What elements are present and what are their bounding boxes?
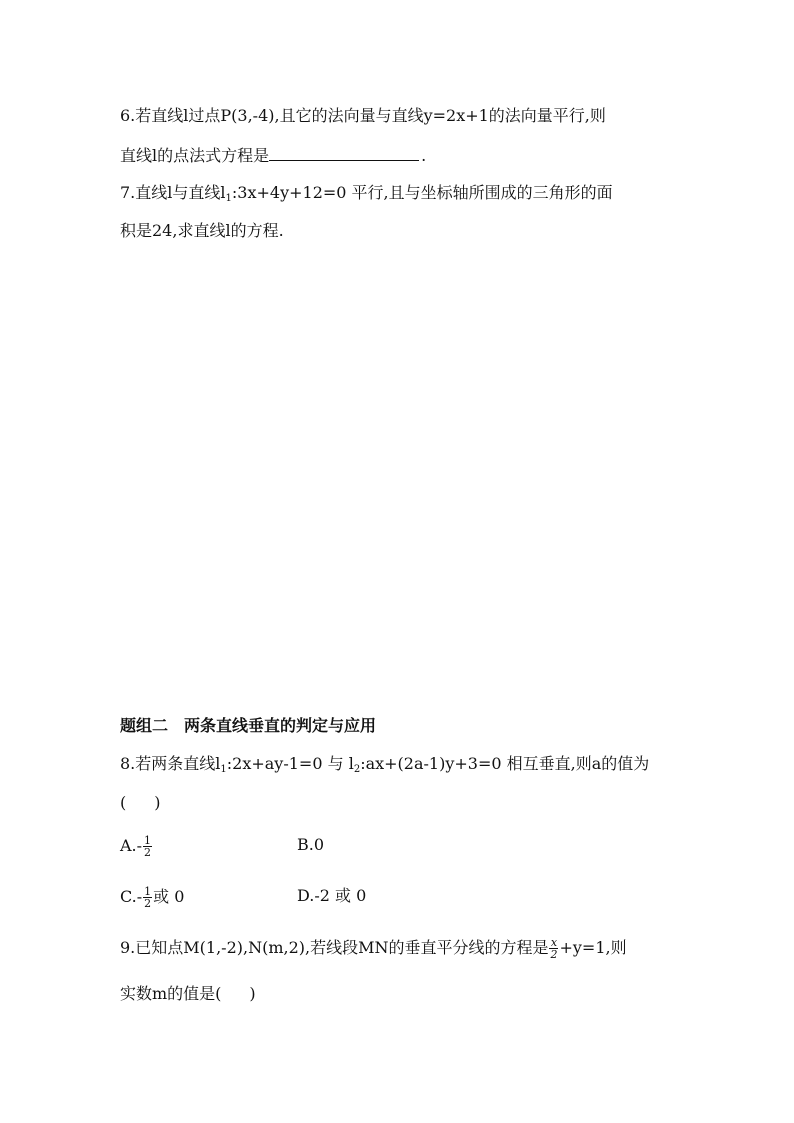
q7-subscript: 1 xyxy=(225,193,232,204)
q8-option-c-fraction xyxy=(143,886,152,909)
q8-option-c-denominator: 2 xyxy=(144,897,152,910)
q9-text-a: 9.已知点M(1,-2),N(m,2),若线段MN的垂直平分线的方程是 xyxy=(120,938,549,957)
q8-option-d-label: D.-2 或 0 xyxy=(297,886,367,905)
q8-line1 xyxy=(120,754,649,780)
q7-text-b: :3x+4y+12=0 平行,且与坐标轴所围成的三角形的面 xyxy=(231,183,613,202)
q8-text-a: 8.若两条直线l xyxy=(120,754,221,773)
q8-subscript-2: 2 xyxy=(353,764,361,775)
q9-fraction-numerator: x xyxy=(550,936,558,949)
q6-text-2: 直线l的点法式方程是 xyxy=(120,146,270,165)
q7-line2 xyxy=(120,221,284,241)
q8-option-a[interactable] xyxy=(120,835,153,858)
q8-option-d[interactable] xyxy=(297,886,366,906)
q6-line2 xyxy=(120,145,426,166)
q8-text-c: :ax+(2a-1)y+3=0 相互垂直,则a的值为 xyxy=(360,754,650,773)
q8-answer-paren xyxy=(120,793,161,813)
q9-text-2: 实数m的值是( xyxy=(120,984,222,1003)
q8-option-a-fraction xyxy=(143,835,152,858)
q8-option-c-prefix: C.- xyxy=(120,887,143,906)
q6-text-1: 6.若直线l过点P(3,-4),且它的法向量与直线y=2x+1的法向量平行,则 xyxy=(120,106,606,125)
q9-fraction-denominator: 2 xyxy=(550,948,558,961)
q7-line1 xyxy=(120,183,613,209)
q6-line1 xyxy=(120,106,606,126)
q9-paren-close: ) xyxy=(249,984,256,1003)
q8-text-b: :2x+ay-1=0 与 l xyxy=(226,754,354,773)
q8-option-a-numerator: 1 xyxy=(144,834,152,847)
q8-subscript-1: 1 xyxy=(220,764,227,775)
q6-period: . xyxy=(421,146,427,165)
q8-option-a-prefix: A.- xyxy=(120,836,143,855)
section-title: 题组二 两条直线垂直的判定与应用 xyxy=(120,716,377,735)
q7-text-a: 7.直线l与直线l xyxy=(120,183,226,202)
q9-fraction xyxy=(549,937,558,960)
section-heading xyxy=(120,716,376,736)
q8-option-a-denominator: 2 xyxy=(144,846,152,859)
q9-text-b: +y=1,则 xyxy=(559,938,627,957)
q9-line1 xyxy=(120,937,627,960)
q8-option-b-label: B.0 xyxy=(297,835,325,854)
q8-option-c-suffix: 或 0 xyxy=(153,887,185,906)
q8-option-c[interactable] xyxy=(120,886,184,909)
q9-line2 xyxy=(120,984,256,1004)
q8-paren-open: ( xyxy=(120,793,127,812)
q7-text-2: 积是24,求直线l的方程. xyxy=(120,221,284,240)
q8-option-c-numerator: 1 xyxy=(144,885,152,898)
q8-paren-close: ) xyxy=(154,793,161,812)
q6-answer-blank[interactable] xyxy=(269,145,419,161)
q8-option-b[interactable] xyxy=(297,835,324,855)
